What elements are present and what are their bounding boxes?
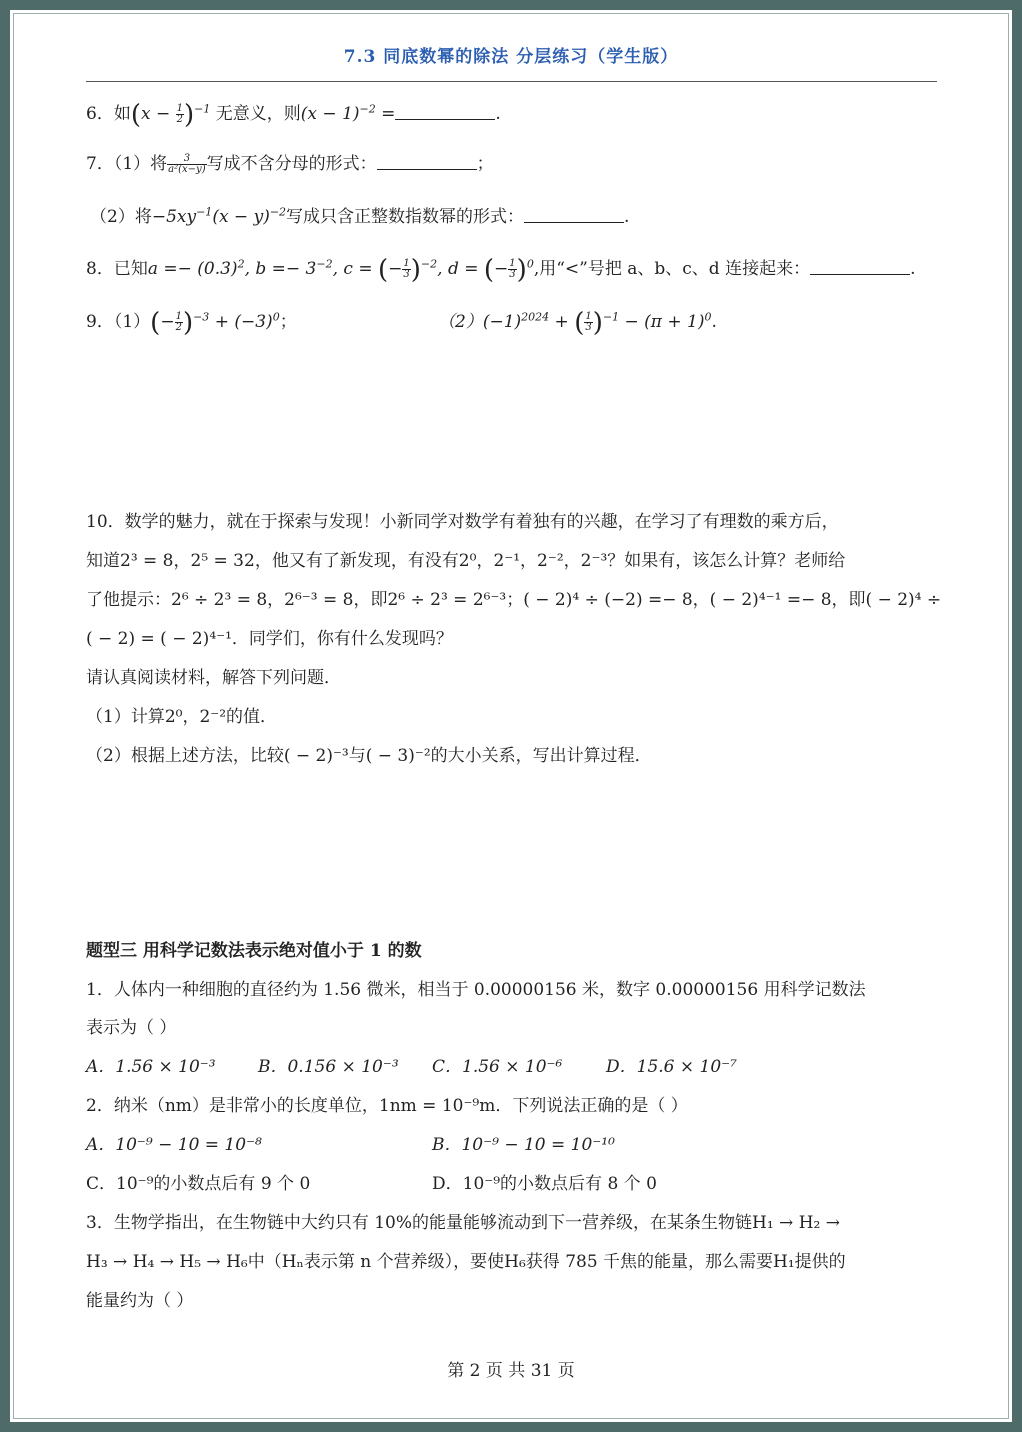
s3-question-1-line-2: 表示为（ ）: [86, 1018, 177, 1038]
question-10-line-2: 知道2³ = 8，2⁵ = 32，他又有了新发现，有没有2⁰，2⁻¹，2⁻²，2⁻³？如果有，该怎么计算？老师给: [86, 551, 846, 571]
s3-question-3-line-3: 能量约为（ ）: [86, 1291, 194, 1311]
question-9: 9．（1）(− $\frac{1}{2}$ )$^{-3} + (-3)^0$；: [86, 308, 297, 338]
option-c[interactable]: C．10⁻⁹的小数点后有 9 个 0: [86, 1174, 311, 1194]
fraction: $\frac{1}{2}$: [176, 103, 184, 125]
question-8: 8．已知$a =- (0.3)^2$, $b =- 3^{-2}$, c = (− $\frac{1}{3}$ )$^{-2}$, d = (− $\frac{1}{3}$ )$^0$,用“<”号把 a、b、c、d 连接起来： .: [86, 255, 916, 285]
fraction: $\frac{1}{2}$: [175, 311, 182, 333]
s3-question-2: 2．纳米（nm）是非常小的长度单位，1nm = 10⁻⁹m．下列说法正确的是（ ）: [86, 1096, 688, 1116]
page-header-title: 7.3 同底数幂的除法 分层练习（学生版）: [343, 47, 679, 67]
answer-blank[interactable]: [377, 153, 477, 170]
question-10-line-4: ( − 2) = ( − 2)⁴⁻¹．同学们，你有什么发现吗？: [86, 629, 453, 649]
section-heading: 题型三 用科学记数法表示绝对值小于 1 的数: [86, 941, 422, 961]
fraction: $\frac{1}{3}$: [509, 258, 516, 280]
option-a[interactable]: A．10⁻⁹ − 10 = 10⁻⁸: [86, 1135, 262, 1155]
question-6: 6．如(x − $\frac{1}{2}$ )$^{-1}$ 无意义，则$(x - 1)^{-2}$ = .: [86, 100, 501, 130]
option-c[interactable]: C．1.56 × 10⁻⁶: [432, 1057, 563, 1077]
s3-question-3-line-2: H₃ → H₄ → H₅ → H₆中（Hₙ表示第 n 个营养级），要使H₆获得 785 千焦的能量，那么需要H₁提供的: [86, 1252, 846, 1272]
question-10-line-3: 了他提示：2⁶ ÷ 2³ = 8，2⁶⁻³ = 8，即2⁶ ÷ 2³ = 2⁶⁻³；( − 2)⁴ ÷ (−2) =− 8，( − 2)⁴⁻¹ =− 8，即( − 2)⁴ ÷: [86, 590, 942, 610]
option-a[interactable]: A．1.56 × 10⁻³: [86, 1057, 216, 1077]
option-b[interactable]: B．0.156 × 10⁻³: [258, 1057, 399, 1077]
question-10-part-1: （1）计算2⁰，2⁻²的值．: [86, 707, 278, 727]
s3-question-1-line-1: 1．人体内一种细胞的直径约为 1.56 微米，相当于 0.00000156 米，数字 0.00000156 用科学记数法: [86, 980, 866, 1000]
option-d[interactable]: D．10⁻⁹的小数点后有 8 个 0: [432, 1174, 657, 1194]
question-10-line-1: 10．数学的魅力，就在于探索与发现！小新同学对数学有着独有的兴趣，在学习了有理数的乘方后，: [86, 512, 839, 532]
answer-blank[interactable]: [810, 258, 910, 275]
answer-blank[interactable]: [395, 103, 495, 120]
page-footer: 第 2 页 共 31 页: [447, 1361, 575, 1381]
fraction: $\frac{1}{3}$: [403, 258, 410, 280]
question-7-part-2: （2）将$-5xy^{-1}(x - y)^{-2}$写成只含正整数指数幂的形式： .: [90, 205, 630, 227]
question-7-part-1: 7．（1）将 $\frac{3}{\text{a²(x−y)}}$ 写成不含分母的形式： ；: [86, 153, 494, 175]
question-10-part-2: （2）根据上述方法，比较( − 2)⁻³与( − 3)⁻²的大小关系，写出计算过程．: [86, 746, 652, 766]
question-9-part-2: $(2)(-1)^{2024}$ + ( $\frac{1}{3}$ )$^{-1} - (\pi + 1)^0$.: [438, 308, 717, 338]
question-10-line-5: 请认真阅读材料，解答下列问题．: [86, 668, 341, 688]
option-b[interactable]: B．10⁻⁹ − 10 = 10⁻¹⁰: [432, 1135, 615, 1155]
option-d[interactable]: D．15.6 × 10⁻⁷: [606, 1057, 737, 1077]
fraction: $\frac{3}{\text{a²(x−y)}}$: [168, 153, 206, 175]
header-divider: [86, 81, 937, 82]
answer-blank[interactable]: [524, 206, 624, 223]
fraction: $\frac{1}{3}$: [585, 311, 592, 333]
s3-question-3-line-1: 3．生物学指出，在生物链中大约只有 10%的能量能够流动到下一营养级，在某条生物链H₁ → H₂ →: [86, 1213, 840, 1233]
